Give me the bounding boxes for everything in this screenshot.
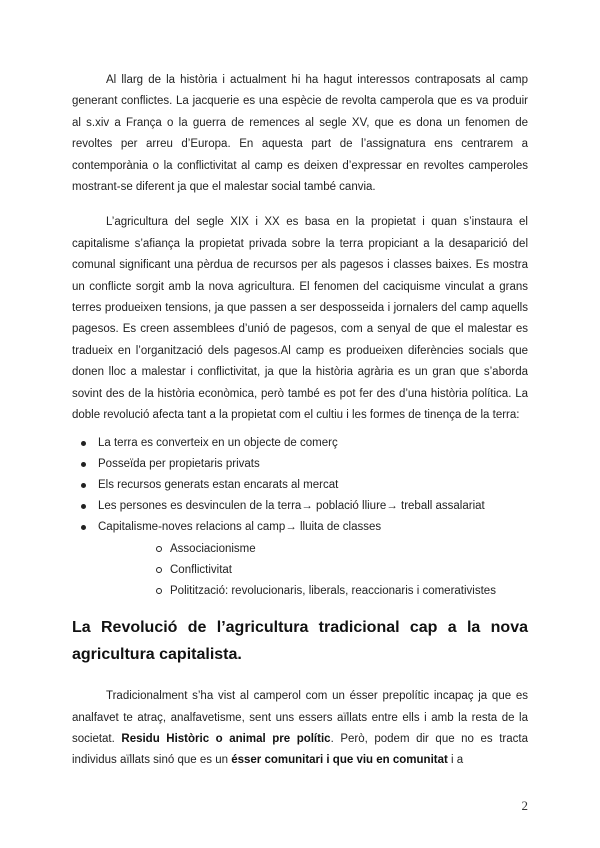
paragraph-1: Al llarg de la història i actualment hi ha hagut interessos contraposats al camp generant conflictes. La jacquerie es una espècie de revolta camperola que es va produir al s.xiv a França o la guerra de remences al segle XV, que es dona un fenomen de revoltes per arreu d’Europa. En aquesta part de l’assignatura ens centrarem a contemporània o la conflictivitat al camp es deixen d’expressar en revoltes camperoles mostrant-se diferent ja que el malestar social també canvia.	[72, 74, 528, 194]
list-item	[72, 454, 528, 475]
sub-list-item	[98, 539, 528, 560]
sub-list-item-text: Politització: revolucionaris, liberals, reaccionaris i comerativistes	[170, 584, 496, 597]
bullet-dot-icon	[81, 483, 86, 488]
paragraph-2: L’agricultura del segle XIX i XX es basa en la propietat i quan s’instaura el capitalisme s’afiança la propietat privada sobre la terra propiciant a la desaparició del comunal significant una pèrdua de recursos per als pagesos i classes baixes. Es mostra un conflicte sorgit amb la nova agricultura. El fenomen del caciquisme vinculat a grans terres produeixen tensions, ja que passen a ser desposseida i jornalers del camp aquells pagesos. Es creen assemblees d’unió de pagesos, com a senyal de que el malestar es tradueix en l’organització dels pagesos.Al camp es produeixen diferències socials que donen lloc a malestar i conflictivitat, ja que la història agrària es un gran que s’aborda sovint des de la història econòmica, però també es pot fer des d’una història política. La doble revolució afecta tant a la propietat com el cultiu i les formes de tinença de la terra:	[72, 216, 528, 422]
sub-list-item-text: Conflictivitat	[170, 563, 232, 576]
list-item	[72, 433, 528, 454]
hollow-circle-icon	[156, 546, 162, 552]
bold-phrase-residu: Residu Històric o animal pre polític	[121, 732, 331, 745]
list-item-text: Les persones es desvinculen de la terra→ població lliure→ treball assalariat	[98, 500, 485, 513]
bullet-dot-icon	[81, 525, 86, 530]
bullet-dot-icon	[81, 504, 86, 509]
hollow-circle-icon	[156, 588, 162, 594]
paragraph-3	[72, 686, 528, 772]
bold-phrase-comunitari: ésser comunitari i que viu en comunitat	[231, 754, 448, 767]
page-number: 2	[521, 798, 528, 813]
paragraph-3-text-3: i a	[447, 754, 464, 767]
list-item	[72, 517, 528, 602]
paragraph-3-text-1: Tradicionalment s’ha vist al camperol com un ésser prepolític incapaç ja que es analfavet te atraç, analfavetisme, sent uns essers aïllats entre ells i amb la resta de la societat.	[72, 690, 528, 745]
list-item-text: Capitalisme-noves relacions al camp→ lluita de classes	[98, 521, 382, 534]
sub-list-item	[98, 560, 528, 581]
list-item-text: Posseïda per propietaris privats	[98, 457, 260, 470]
sub-bullet-list	[98, 539, 528, 603]
sub-list-item-text: Associacionisme	[170, 542, 256, 555]
list-item-text: Els recursos generats estan encarats al mercat	[98, 478, 339, 491]
bullet-list	[72, 433, 528, 603]
bullet-dot-icon	[81, 462, 86, 467]
section-heading: La Revolució de l’agricultura tradicional cap a la nova agricultura capitalista.	[72, 619, 528, 664]
bullet-dot-icon	[81, 441, 86, 446]
hollow-circle-icon	[156, 567, 162, 573]
list-item	[72, 475, 528, 496]
list-item	[72, 496, 528, 517]
document-page	[72, 70, 528, 772]
sub-list-item	[98, 581, 528, 602]
list-item-text: La terra es converteix en un objecte de comerç	[98, 436, 338, 449]
paragraph-3-text-2: . Però, podem dir que no es tracta individus aïllats sinó que es un	[72, 732, 528, 767]
